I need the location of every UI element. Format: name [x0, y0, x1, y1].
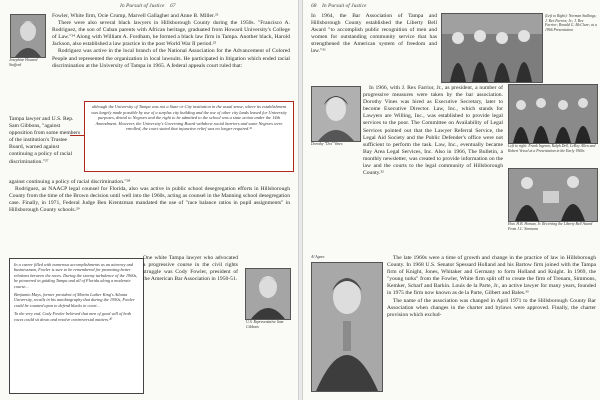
agnes-caption: Al Agnes: [311, 255, 325, 259]
court-quote-text: although the University of Tampa was not a State or City institution in the usual sense, where its establishment was largely made possible by use of a surplus city building and the use of other city lands leased for University purposes, denial to Negroes and the right to be admitted to the school was a state action under the 14th Amendment. However, the University's Governing Board withdrew racial barriers and some Negroes were enrolled, the court stated that injunctive relief was no longer required.²⁶: [91, 104, 287, 132]
award-photo: [508, 168, 598, 222]
running-head-left: [120, 3, 175, 9]
presentation-caption: (Left to Right): Norman Stallings; J. Rex Farrior, Jr.; J. Rex Farrior; Ronald G. McClure; at a 1966 Presentation: [545, 14, 597, 32]
gibbons-caption: U.S. Representative Sam Gibbons: [246, 320, 284, 329]
left-page: [0, 0, 299, 400]
sidebar-author: Benjamin Mays, former president of Martin Luther King's Atlanta University, recalls in his autobiography that during the 1950s, Fowler could be counted upon to defend blacks in court...: [14, 292, 135, 308]
right-para-4: The name of the association was changed in April 1971 to the Hillsborough County Bar Association when changes in the charter and bylaws were approved. Finally, the charter provision which exclud-: [387, 297, 596, 318]
left-para-4: against continuing a policy of racial discrimination."²⁸: [9, 179, 131, 185]
running-title-left: In Pursuit of Justice: [120, 3, 165, 9]
early-1960s-photo: [508, 84, 598, 144]
gibbons-photo: [245, 268, 291, 320]
sidebar-text: In a career filled with numerous accomplishments as an attorney and businessman, Fowler is sure to be remembered for promoting better relations between the races. During the stormy turbulence of the 1960s, he pioneered in guiding Tampa and all of Florida along a moderate course...: [14, 262, 138, 289]
left-para-2: There were also several black lawyers in Hillsborough County during the 1950s. "Francisco A. Rodriguez, the son of Cuban parents with African heritage, graduated from Howard University's College of Law."²⁴ Along with William A. Fordham, he formed a black law firm in Tampa. Another black, Harold Jackson, also established a law practice in the post World War II period.²⁵: [52, 20, 290, 48]
presentation-photo: [441, 13, 543, 83]
running-head-right: [311, 3, 366, 9]
gibbons-text: Tampa lawyer and U.S. Rep. Sam Gibbons, "against opposition from some members of the institution's Trustee Board, warned against continuing a policy of racial discrimination."²⁷: [9, 116, 81, 165]
left-para-6: One white Tampa lawyer who advocated a progressive course in the civil rights struggle was Cody Fowler, president of the American Bar Association in 1950-51.: [143, 255, 238, 283]
right-para-1: In 1964, the Bar Association of Tampa and Hillsborough County established the Liberty Bell Award "to accomplish public recognition of men and women for outstanding community service that has strengthened the American system of freedom and law."³¹: [311, 13, 437, 55]
left-para-3: Rodriguez was active in the local branch of the National Association for the Advancement of Colored People and represented the organization in local lawsuits. He participated in litigation which ended racial discrimination at the University of Tampa in 1965. A federal appeals court ruled that:: [52, 48, 290, 69]
stafford-photo: [10, 14, 46, 58]
running-title-right: In Pursuit of Justice: [322, 3, 367, 9]
left-top-text: [52, 13, 290, 99]
right-page: [302, 0, 600, 400]
vines-photo: [311, 86, 361, 142]
agnes-photo: [311, 262, 383, 392]
vines-caption: Dorothy "Dot" Vines: [311, 142, 343, 146]
stafford-caption: Josephine Howard Stafford: [9, 58, 38, 67]
page-number-left: 67: [169, 3, 176, 9]
left-mid-text: [9, 179, 290, 245]
right-para-3: The late 1960s were a time of growth and change in the practice of law in Hillsborough County. In 1968 U.S. Senator Spessard Holland and his Bartow firm joined with the Tampa firm of Knight, Jones, Whitaker and Germany to form Holland and Knight. In 1969, the "young turks" from the Fowler, White firm split off to create the firm of Trenam, Simmons, Kemker, Scharf and Barkin. Louis de la Parte, Jr., an active lawyer for many years, founded in 1975 the firm now known as de la Parte, Gilbert and Bales.³³: [387, 255, 596, 297]
sidebar-text-2: To the very end, Cody Fowler believed that men of good will of both races could sit down and resolve controversial matters.³⁰: [14, 311, 132, 322]
fowler-sidebar: [9, 258, 144, 394]
right-col-bottom: [387, 255, 596, 395]
right-para-2: In 1966, with J. Rex Farrior, Jr., as president, a number of progressive measures were taken by the bar association. Dorothy Vines was hired as Executive Secretary, later to become Executive Director. Law, Inc., which stands for Lawyers are Willing, Inc., was established to provide legal services to the poor. The Committee on Availability of Legal Services pointed out that the Lawyer Referral Service, the Legal Aid Society and the Public Defender's office were not sufficient to perform the task. Law, Inc., eventually became Bay Area Legal Services, Inc. Also in 1966, The Bulletin, a monthly newsletter, was created to provide information on the law and the courts to the legal community of Hillsborough County.³²: [363, 85, 503, 177]
left-para-1: Fowler, White firm, Ocie Crump, Marvell Gallagher and Anne B. Miller.²²: [52, 13, 219, 19]
left-bottom-text: [143, 255, 238, 325]
left-para-5: Rodriguez, as NAACP legal counsel for Florida, also was active in public school desegregation efforts in Hillsborough County from the time of the Brown decision until well into the 1960s, acting as counsel in the Manning school desegregation case. Finally, in 1971, Federal Judge Ben Krentzman mandated the use of "race balance ratios in pupil assignments" in Hillsborough County schools.²⁹: [9, 186, 290, 214]
court-quote-box: [84, 101, 294, 172]
award-caption: Hon. H.B. Homan, Jr. Receiving the Liberty Bell Award From J.C. Simmons: [508, 222, 593, 231]
page-number-right: 68: [311, 3, 317, 9]
early-1960s-caption: Left to right: Frank Ingram, Ralph Dell, LeRoy Allen and Robert Vessel at a Presentation in the Early 1960s: [508, 144, 596, 153]
